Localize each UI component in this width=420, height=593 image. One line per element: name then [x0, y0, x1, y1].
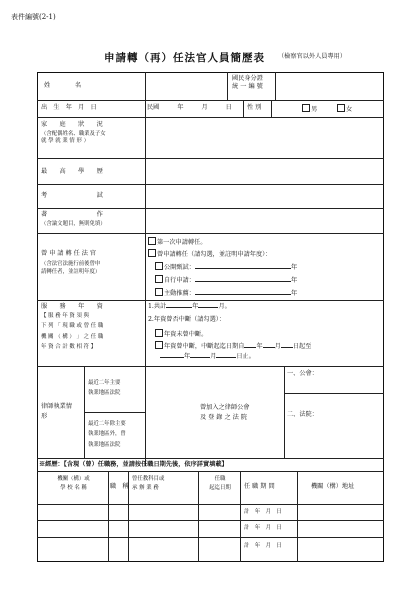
- service-label-line5: 年 資 合 計 數 相 符 】: [41, 343, 97, 350]
- id-label-line2: 統 一 編 號: [232, 83, 263, 91]
- form-title-note: （檢察官以外人員專用）: [278, 53, 347, 60]
- education-label: 最 高 學 歷: [41, 168, 103, 175]
- service-interrupted-option[interactable]: 年資曾中斷，中斷起迄日期自 年 月 日起至: [155, 341, 311, 351]
- prior-first-option[interactable]: 第一次申請轉任。: [148, 237, 207, 247]
- recent-other-court-label: [88, 421, 126, 449]
- family-label-main: 家 庭 狀 況: [41, 121, 103, 128]
- works-field[interactable]: [146, 209, 383, 232]
- service-interrupted-end[interactable]: 年 月 日止。: [160, 353, 255, 361]
- works-label-main: 著 作: [41, 211, 103, 218]
- col-period-header: 任 職 期 間: [244, 483, 275, 490]
- col-date-header: [201, 476, 239, 493]
- service-label-line3: 下 列 「 現 職 或 曾 任 職: [41, 323, 104, 330]
- col-org-line2: 學 校 名 稱: [60, 485, 87, 492]
- col-address-header: 機關（構）地址: [311, 483, 355, 490]
- id-label-line1: 國民身分證: [232, 75, 263, 82]
- checkbox-icon: [337, 104, 345, 112]
- recent-main-court-field[interactable]: [146, 367, 197, 411]
- service-label-line2: 【 服 務 年 資 須 與: [41, 313, 90, 320]
- works-label-sub: （含論文題目，無則免填）: [41, 221, 106, 228]
- service-interruption-question: 2.年資曾否中斷（請勾選）：: [148, 316, 226, 323]
- experience-row[interactable]: 計 年 月 日: [244, 543, 282, 549]
- education-field[interactable]: [146, 159, 383, 183]
- col-date-line2: 起迄日期: [209, 485, 231, 492]
- gender-male-option[interactable]: 男: [302, 104, 317, 114]
- checkbox-icon: [148, 237, 156, 245]
- checkbox-icon: [155, 275, 163, 283]
- checkbox-icon: [155, 329, 163, 337]
- exam-label: 考 試: [41, 192, 103, 199]
- recent-other-line2: 執業地區外，曾: [88, 431, 126, 438]
- service-label-line4: 機 關 （ 構 ） 」 之 任 職: [41, 333, 104, 340]
- id-number-label: [232, 75, 263, 91]
- checkbox-icon: [148, 249, 156, 257]
- practice-label: 律師執業情 形: [41, 403, 85, 420]
- experience-header: ※經歷：【含現（曾）任職務，並請按任職日期先後，依序詳實填載】: [39, 461, 228, 468]
- bar-label-line2: 及 登 錄 之 法 院: [200, 414, 247, 422]
- col-duty-line1: 曾任教科目或: [132, 476, 165, 482]
- checkbox-icon: [155, 288, 163, 296]
- exam-field[interactable]: [146, 185, 383, 207]
- month-unit: 月: [201, 104, 208, 111]
- form-title: 申請轉（再）任法官人員簡歷表: [104, 52, 265, 64]
- prior-public-exam-option[interactable]: 公開甄試： 年: [155, 262, 297, 272]
- guild-field[interactable]: 一、公會：: [287, 370, 318, 377]
- era-label: 民國: [147, 104, 160, 111]
- form-code: 表件編號(2-1): [11, 13, 56, 21]
- gender-label: 性 別: [247, 104, 262, 111]
- prior-applied-option[interactable]: 曾申請轉任（請勾選，並註明申請年度）：: [148, 249, 271, 259]
- prior-application-label: [41, 250, 100, 277]
- col-date-line1: 任職: [214, 476, 226, 482]
- bar-label-line1: 曾加入之律師公會: [200, 404, 250, 411]
- court-field[interactable]: 二、法院：: [287, 411, 318, 418]
- prior-label-line1: 曾 申 請 轉 任 法 官: [41, 250, 97, 257]
- checkbox-icon: [302, 104, 310, 112]
- recent-main-court-label: [88, 380, 120, 398]
- checkbox-icon: [155, 262, 163, 270]
- name-label: 姓 名: [44, 82, 82, 89]
- col-duty-line2: 承 辦 業 務: [132, 485, 159, 492]
- gender-female-option[interactable]: 女: [337, 104, 352, 114]
- col-org-line1: 機關（構）或: [57, 476, 90, 482]
- experience-row[interactable]: 計 年 月 日: [244, 509, 282, 515]
- family-label-sub2: 就 學 就 業 情 形 ）: [41, 138, 90, 145]
- birthdate-field[interactable]: [147, 104, 232, 112]
- birthdate-label: 出 生 年 月 日: [41, 104, 97, 111]
- recent-main-line2: 執業地區法院: [88, 390, 121, 397]
- bar-association-label: [200, 404, 250, 422]
- prior-recommend-option[interactable]: 主動推薦： 年: [155, 288, 297, 298]
- recent-other-line1: 最近二年除主要: [88, 421, 126, 427]
- service-years-label: [41, 303, 103, 351]
- col-org-header: [41, 476, 106, 493]
- recent-other-line3: 執業地區法院: [88, 441, 121, 448]
- family-label-sub1: （含配偶姓名、職業及子女: [41, 131, 106, 138]
- service-label-line1: 服 務 年 資: [41, 303, 103, 310]
- checkbox-icon: [155, 341, 163, 349]
- col-title-header: 職 稱: [110, 483, 129, 490]
- name-field[interactable]: [146, 73, 226, 99]
- family-field[interactable]: [146, 118, 383, 157]
- experience-row[interactable]: 計 年 月 日: [244, 525, 282, 531]
- year-unit: 年: [177, 104, 184, 111]
- prior-label-line3: 請轉任者，並註明年度）: [41, 269, 101, 276]
- col-duty-header: [132, 476, 164, 493]
- id-number-field[interactable]: [276, 73, 383, 99]
- recent-main-line1: 最近二年主要: [88, 380, 121, 386]
- service-no-interruption-option[interactable]: 年資未曾中斷。: [155, 329, 207, 339]
- service-total-field[interactable]: 1.共計 年 月。: [148, 303, 231, 310]
- works-label: [41, 211, 106, 228]
- prior-self-apply-option[interactable]: 自行申請： 年: [155, 275, 297, 285]
- family-label: [41, 121, 106, 146]
- day-unit: 日: [225, 104, 232, 111]
- prior-label-line2: （含法官法施行前後曾申: [41, 261, 101, 268]
